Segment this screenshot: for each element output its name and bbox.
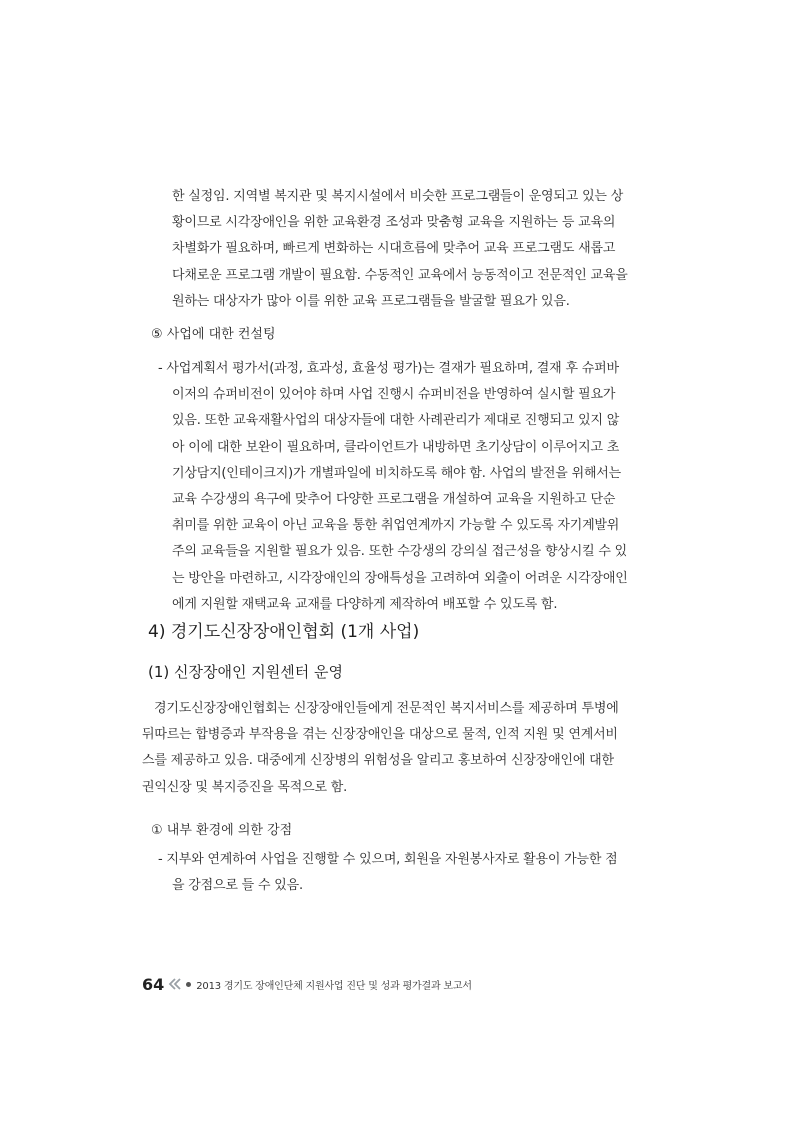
page-number: 64 <box>142 974 165 994</box>
bullet-dot-icon <box>186 982 191 987</box>
text-line: 원하는 대상자가 많아 이를 위한 교육 프로그램들을 발굴할 필요가 있음. <box>172 293 570 309</box>
report-title: 2013 경기도 장애인단체 지원사업 진단 및 성과 평가결과 보고서 <box>196 980 472 992</box>
text-line: 기상담지(인테이크지)가 개별파일에 비치하도록 해야 함. 사업의 발전을 위해서는 <box>172 465 622 481</box>
section-4-heading: 4) 경기도신장장애인협회 (1개 사업) <box>148 622 420 642</box>
text-line: 주의 교육들을 지원할 필요가 있음. 또한 수강생의 강의실 접근성을 향상시킬 수 있 <box>172 544 628 560</box>
body-paragraph <box>142 696 658 801</box>
double-chevron-left-icon <box>168 977 182 991</box>
text-line: 교육 수강생의 욕구에 맞추어 다양한 프로그램을 개설하여 교육을 지원하고 단순 <box>172 492 616 508</box>
text-line: 에게 지원할 재택교육 교재를 다양하게 제작하여 배포할 수 있도록 함. <box>172 596 558 612</box>
text-line: 이저의 슈퍼비전이 있어야 하며 사업 진행시 슈퍼비전을 반영하여 실시할 필요가 <box>172 387 616 403</box>
subsection-1-heading: (1) 신장장애인 지원센터 운영 <box>148 663 343 681</box>
text-line: 취미를 위한 교육이 아닌 교육을 통한 취업연계까지 가능할 수 있도록 자기계발위 <box>172 518 620 534</box>
text-line: - 사업계획서 평가서(과정, 효과성, 효율성 평가)는 결재가 필요하며, 결재 후 슈퍼바 <box>158 361 619 376</box>
item-1-body <box>158 847 658 899</box>
text-line: 을 강점으로 들 수 있음. <box>172 878 303 894</box>
intro-paragraph <box>172 184 658 315</box>
text-line: 권익신장 및 복지증진을 목적으로 함. <box>142 779 348 795</box>
text-line: 한 실정임. 지역별 복지관 및 복지시설에서 비슷한 프로그램들이 운영되고 있는 상 <box>172 189 624 204</box>
text-line: - 지부와 연계하여 사업을 진행할 수 있으며, 회원을 자원봉사자로 활용이 가능한 점 <box>158 852 618 867</box>
text-line: 다채로운 프로그램 개발이 필요함. 수동적인 교육에서 능동적이고 전문적인 교육을 <box>172 267 628 283</box>
item-5-title: ⑤ 사업에 대한 컨설팅 <box>151 327 276 342</box>
text-line: 차별화가 필요하며, 빠르게 변화하는 시대흐름에 맞추어 교육 프로그램도 새롭고 <box>172 241 616 257</box>
text-line: 경기도신장장애인협회는 신장장애인들에게 전문적인 복지서비스를 제공하며 투병에 <box>154 701 619 716</box>
text-line: 뒤따르는 합병증과 부작용을 겪는 신장장애인을 대상으로 물적, 인적 지원 및 연계서비 <box>142 727 618 743</box>
page-footer <box>142 972 472 996</box>
text-line: 있음. 또한 교육재활사업의 대상자들에 대한 사례관리가 제대로 진행되고 있지 않 <box>172 413 620 429</box>
text-line: 황이므로 시각장애인을 위한 교육환경 조성과 맞춤형 교육을 지원하는 등 교육의 <box>172 215 616 231</box>
item-5-body <box>158 356 658 618</box>
text-line: 는 방안을 마련하고, 시각장애인의 장애특성을 고려하여 외출이 어려운 시각장애인 <box>172 570 628 586</box>
item-1-title: ① 내부 환경에 의한 강점 <box>151 823 293 838</box>
text-line: 스를 제공하고 있음. 대중에게 신장병의 위험성을 알리고 홍보하여 신장장애인에 대한 <box>142 753 614 769</box>
text-line: 아 이에 대한 보완이 필요하며, 클라이언트가 내방하면 초기상담이 이루어지고 초 <box>172 439 620 455</box>
